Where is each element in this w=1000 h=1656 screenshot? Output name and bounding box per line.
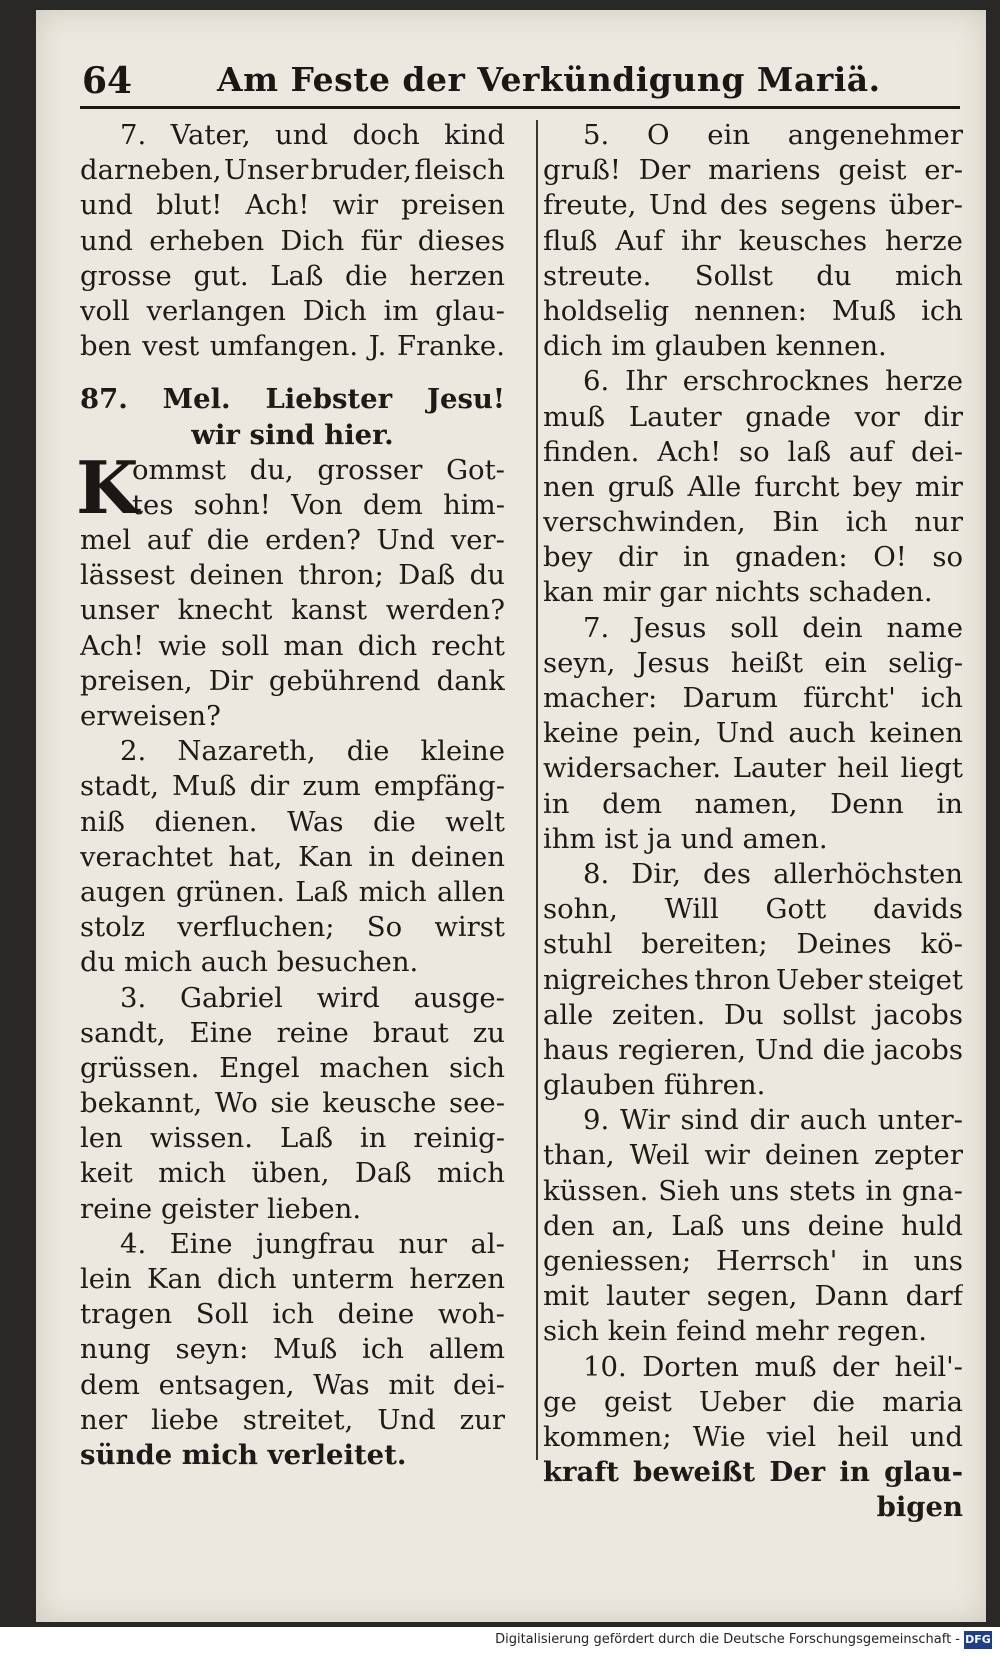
text-line: keit mich üben, Daß mich [80, 1157, 505, 1190]
text-line: voll verlangen Dich im glau- [80, 294, 505, 327]
text-line: und erheben Dich für dieses [80, 224, 505, 257]
text-line: du mich auch besuchen. [80, 946, 419, 979]
verse-8-right [543, 857, 963, 1103]
text-line: ommst du, grosser Got- [132, 453, 505, 486]
text-line: glauben führen. [543, 1069, 766, 1102]
left-column [76, 118, 505, 1473]
page-number: 64 [82, 60, 133, 102]
text-line: verschwinden, Bin ich nur [543, 506, 963, 539]
header-rule [80, 106, 960, 109]
text-line: 5. O ein angenehmer [583, 119, 963, 151]
text-line: 8. Dir, des allerhöchsten [583, 857, 963, 890]
text-line: stuhl bereiten; Deines kö- [543, 928, 963, 961]
verse-3-left [80, 981, 505, 1227]
text-line: gruß! Der mariens geist er- [543, 154, 963, 187]
funding-credit: Digitalisierung gefördert durch die Deutsche Forschungsgemeinschaft - [495, 1632, 960, 1647]
text-line: tes sohn! Von dem him- [132, 488, 505, 521]
text-line: und blut! Ach! wir preisen [80, 189, 505, 222]
text-line: 9. Wir sind dir auch unter- [583, 1104, 963, 1137]
text-line: geniessen; Herrsch' in uns [543, 1245, 963, 1277]
hymn-heading-line: wir sind hier. [191, 418, 394, 451]
text-line: 3. Gabriel wird ausge- [120, 981, 505, 1014]
text-line: unser knecht kanst werden? [80, 594, 505, 627]
text-line: erweisen? [80, 700, 221, 732]
text-line: preisen, Dir gebührend dank [80, 664, 505, 697]
text-line: lässest deinen thron; Daß du [80, 559, 505, 592]
text-line: stadt, Muß dir zum empfäng- [80, 770, 505, 803]
text-line: seyn, Jesus heißt ein selig- [543, 646, 963, 679]
text-line: than, Weil wir deinen zepter [543, 1139, 963, 1172]
text-line: bekannt, Wo sie keusche see- [80, 1087, 505, 1120]
text-line: stolz verfluchen; So wirst [80, 911, 505, 944]
text-line: 7. Vater, und doch kind [120, 119, 505, 151]
verse-9-right [543, 1103, 963, 1349]
drop-cap: K [76, 444, 139, 530]
text-line: 10. Dorten muß der heil'- [583, 1350, 963, 1383]
dfg-logo: DFG [964, 1631, 992, 1649]
right-column [543, 118, 963, 1526]
text-line: Ach! wie soll man dich recht [80, 629, 505, 662]
text-line: ihm ist ja und amen. [543, 822, 828, 855]
text-line: sohn, Will Gott davids [543, 893, 963, 926]
text-line: kan mir gar nichts schaden. [543, 576, 933, 609]
verse-1-left [76, 444, 505, 735]
verse-4-left [80, 1227, 505, 1473]
text-line: küssen. Sieh uns stets in gna- [543, 1174, 963, 1207]
text-line: ge geist Ueber die maria [543, 1385, 963, 1418]
catchword: bigen [876, 1491, 963, 1524]
text-line: haus regieren, Und die jacobs [543, 1033, 963, 1066]
text-line: sünde mich verleitet. [80, 1438, 407, 1471]
text-line: bey dir in gnaden: O! so [543, 541, 963, 574]
text-line: nigreiches thron Ueber steiget [543, 963, 963, 996]
text-line: nen gruß Alle furcht bey mir [543, 470, 963, 503]
text-line: keine pein, Und auch keinen [543, 717, 963, 750]
running-title: Am Feste der Verkündigung Mariä. [217, 60, 881, 99]
text-line: widersacher. Lauter heil liegt [543, 752, 963, 785]
page-header [82, 60, 962, 110]
verse-7-left [80, 118, 505, 364]
text-line: ben vest umfangen. J. Franke. [80, 330, 505, 363]
text-line: tragen Soll ich deine woh- [80, 1298, 505, 1331]
text-line: in dem namen, Denn in [543, 787, 963, 820]
text-line: nung seyn: Muß ich allem [80, 1333, 505, 1366]
text-line: reine geister lieben. [80, 1192, 362, 1225]
text-line: kraft beweißt Der in glau- [543, 1456, 963, 1489]
text-line: streute. Sollst du mich [543, 259, 963, 292]
text-line: grosse gut. Laß die herzen [80, 259, 505, 292]
text-line: dich im glauben kennen. [543, 330, 887, 363]
text-line: 6. Ihr erschrocknes herze [583, 365, 963, 398]
text-line: 2. Nazareth, die kleine [120, 735, 505, 768]
text-line: 4. Eine jungfrau nur al- [120, 1227, 505, 1260]
text-line: alle zeiten. Du sollst jacobs [543, 998, 963, 1031]
text-line: macher: Darum fürcht' ich [543, 682, 963, 714]
text-line: grüssen. Engel machen sich [80, 1051, 505, 1084]
text-line: kommen; Wie viel heil und [543, 1420, 963, 1453]
column-divider [536, 120, 538, 1460]
text-line: len wissen. Laß in reinig- [80, 1122, 505, 1155]
verse-7-right [543, 611, 963, 857]
hymn-heading-line: 87. Mel. Liebster Jesu! [80, 383, 505, 416]
hymn-heading [80, 382, 505, 452]
text-line: freute, Und des segens über- [543, 189, 963, 222]
digitization-footer [0, 1627, 1000, 1656]
text-line: sandt, Eine reine braut zu [80, 1016, 505, 1049]
text-line: ner liebe streitet, Und zur [80, 1403, 505, 1436]
text-line: dem entsagen, Was mit dei- [80, 1368, 505, 1401]
text-line: den an, Laß uns deine huld [543, 1209, 963, 1242]
text-line: niß dienen. Was die welt [80, 805, 505, 838]
text-line: lein Kan dich unterm herzen [80, 1263, 505, 1295]
text-line: fluß Auf ihr keusches herze [543, 224, 963, 257]
text-line: 7. Jesus soll dein name [583, 611, 963, 644]
text-line: finden. Ach! so laß auf dei- [543, 435, 963, 468]
verse-10-right [543, 1350, 963, 1526]
text-line: mit lauter segen, Dann darf [543, 1280, 963, 1313]
verse-2-left [80, 734, 505, 980]
text-line: darneben, Unser bruder, fleisch [80, 154, 505, 187]
text-line: mel auf die erden? Und ver- [80, 524, 505, 557]
text-line: holdselig nennen: Muß ich [543, 294, 963, 327]
verse-6-right [543, 364, 963, 610]
text-line: augen grünen. Laß mich allen [80, 875, 505, 908]
text-line: muß Lauter gnade vor dir [543, 400, 963, 433]
text-line: verachtet hat, Kan in deinen [80, 840, 505, 873]
verse-5-right [543, 118, 963, 364]
text-line: sich kein feind mehr regen. [543, 1315, 927, 1348]
